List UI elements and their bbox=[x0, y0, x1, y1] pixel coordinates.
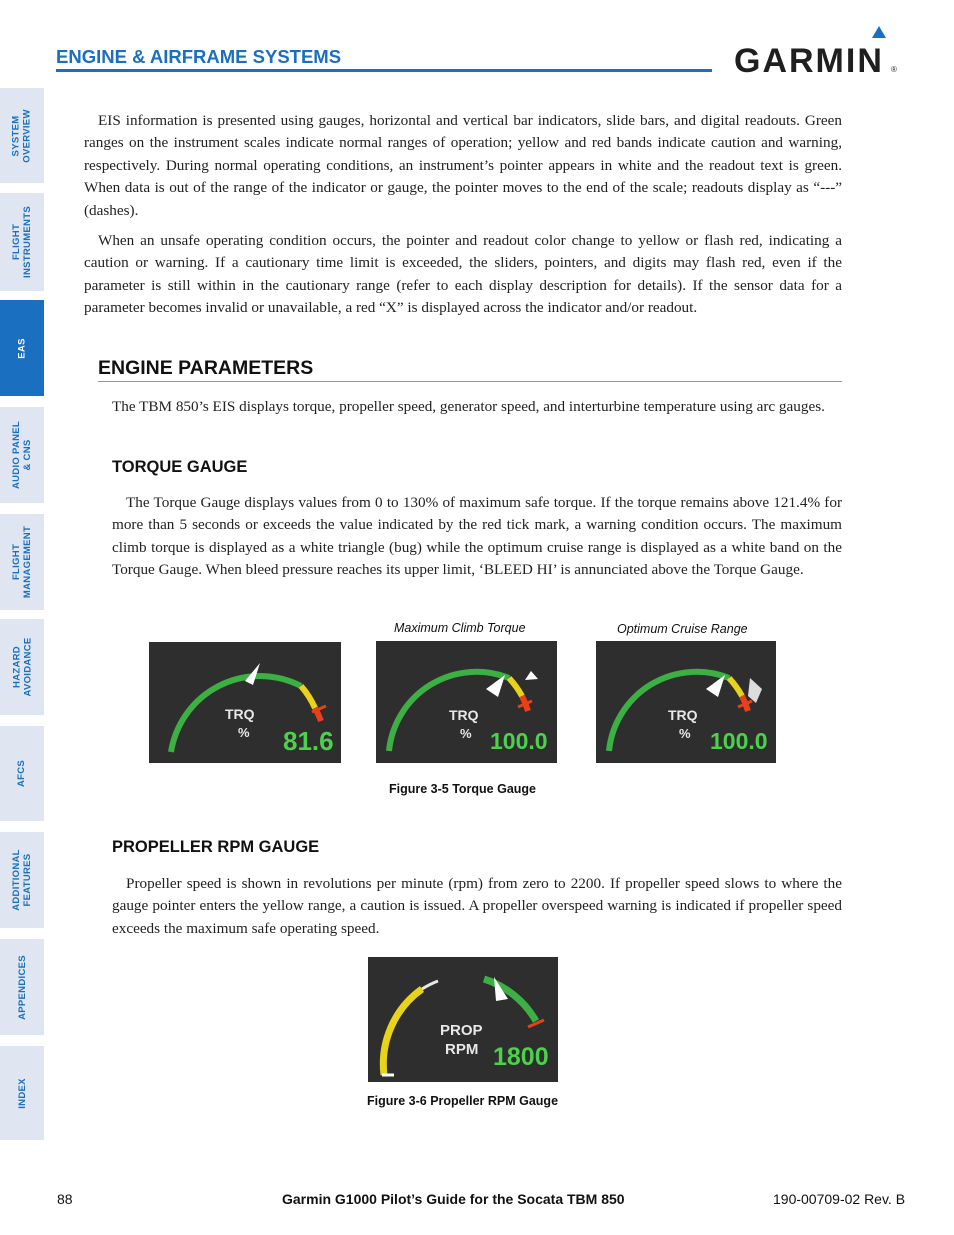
side-tab-system-overview[interactable]: SYSTEM OVERVIEW bbox=[0, 88, 44, 183]
side-tab-audio-panel-cns[interactable]: AUDIO PANEL & CNS bbox=[0, 407, 44, 503]
prop-gauge-readout: 1800 bbox=[493, 1043, 549, 1071]
side-tab-additional-features[interactable]: ADDITIONAL FEATURES bbox=[0, 832, 44, 928]
side-tab-index[interactable]: INDEX bbox=[0, 1046, 44, 1140]
propeller-rpm-heading: PROPELLER RPM GAUGE bbox=[112, 838, 320, 856]
propeller-rpm-paragraph: Propeller speed is shown in revolutions per minute (rpm) from zero to 2200. If propeller speed slows to where the gauge pointer enters the yellow range, a caution is issued. A propeller overspeed warning is indicated if propeller speed exceeds the maximum safe operating speed. bbox=[112, 875, 842, 937]
side-tab-flight-management[interactable]: FLIGHT MANAGEMENT bbox=[0, 514, 44, 610]
heading-rule bbox=[98, 381, 842, 382]
torque-gauge-image-1 bbox=[149, 642, 341, 763]
callout-optimum-cruise-range: Optimum Cruise Range bbox=[617, 622, 748, 636]
engine-parameters-heading: ENGINE PARAMETERS bbox=[98, 357, 314, 379]
gauge-1-label: TRQ bbox=[225, 706, 255, 722]
prop-gauge-label: PROP bbox=[440, 1022, 483, 1039]
gauge-2-unit: % bbox=[460, 726, 472, 741]
gauge-1-unit: % bbox=[238, 725, 250, 740]
figure-3-5-caption: Figure 3-5 Torque Gauge bbox=[389, 782, 537, 796]
callout-maximum-climb-torque: Maximum Climb Torque bbox=[394, 621, 526, 635]
propeller-rpm-gauge-image bbox=[368, 957, 558, 1082]
prop-gauge-unit: RPM bbox=[445, 1041, 479, 1058]
section-title: ENGINE & AIRFRAME SYSTEMS bbox=[56, 46, 342, 67]
side-tab-eas[interactable]: EAS bbox=[0, 300, 44, 396]
side-tab-afcs[interactable]: AFCS bbox=[0, 726, 44, 821]
torque-gauge-heading: TORQUE GAUGE bbox=[112, 458, 248, 476]
gauge-2-readout: 100.0 bbox=[490, 728, 548, 754]
footer-doc-number: 190-00709-02 Rev. B bbox=[773, 1191, 906, 1207]
gauge-3-readout: 100.0 bbox=[710, 728, 768, 754]
intro-paragraph-2: When an unsafe operating condition occurs, the pointer and readout color change to yellow or flash red, indicating a caution or warning. If a cautionary time limit is exceeded, the sliders, pointers, and digits may flash red, even if the parameter is still within in the cautionary range (refer to each display description for details). If the sensor data for a parameter becomes invalid or unavailable, a red “X” is displayed across the indicator and/or readout. bbox=[84, 232, 842, 317]
gauge-3-unit: % bbox=[679, 726, 691, 741]
gauge-1-readout: 81.6 bbox=[283, 726, 334, 756]
gauge-3-label: TRQ bbox=[668, 707, 698, 723]
gauge-2-label: TRQ bbox=[449, 707, 479, 723]
torque-gauge-image-2 bbox=[376, 641, 557, 763]
side-tab-hazard-avoidance[interactable]: HAZARD AVOIDANCE bbox=[0, 619, 44, 715]
garmin-logo-text: GARMIN bbox=[734, 42, 884, 76]
engine-parameters-paragraph: The TBM 850’s EIS displays torque, propeller speed, generator speed, and interturbine temperature using arc gauges. bbox=[112, 398, 825, 415]
garmin-logo bbox=[734, 26, 900, 81]
figure-3-6-caption: Figure 3-6 Propeller RPM Gauge bbox=[367, 1094, 559, 1108]
side-tab-appendices[interactable]: APPENDICES bbox=[0, 939, 44, 1035]
header-rule bbox=[56, 69, 712, 72]
torque-gauge-image-3 bbox=[596, 641, 776, 763]
registered-mark: ® bbox=[891, 65, 897, 74]
page-number: 88 bbox=[57, 1191, 73, 1207]
intro-paragraph-1: EIS information is presented using gauges, horizontal and vertical bar indicators, slide bars, and digital readouts. Green ranges on the instrument scales indicate normal ranges of operation; yellow and red bands indicate caution and warning, respectively. During normal operating conditions, an instrument’s pointer appears in white and the readout text is green. When data is out of the range of the indicator or gauge, the pointer moves to the end of the scale; readouts display as “---” (dashes). bbox=[84, 112, 842, 219]
side-tab-flight-instruments[interactable]: FLIGHT INSTRUMENTS bbox=[0, 193, 44, 291]
footer-title: Garmin G1000 Pilot’s Guide for the Socata TBM 850 bbox=[282, 1191, 625, 1207]
garmin-triangle-icon bbox=[872, 26, 886, 38]
torque-gauge-paragraph: The Torque Gauge displays values from 0 to 130% of maximum safe torque. If the torque remains above 121.4% for more than 5 seconds or exceeds the value indicated by the red tick mark, a warning condition occurs. The maximum climb torque is displayed as a white triangle (bug) while the optimum cruise range is displayed as a white band on the Torque Gauge. When bleed pressure reaches its upper limit, ‘BLEED HI’ is annunciated above the Torque Gauge. bbox=[112, 494, 842, 579]
